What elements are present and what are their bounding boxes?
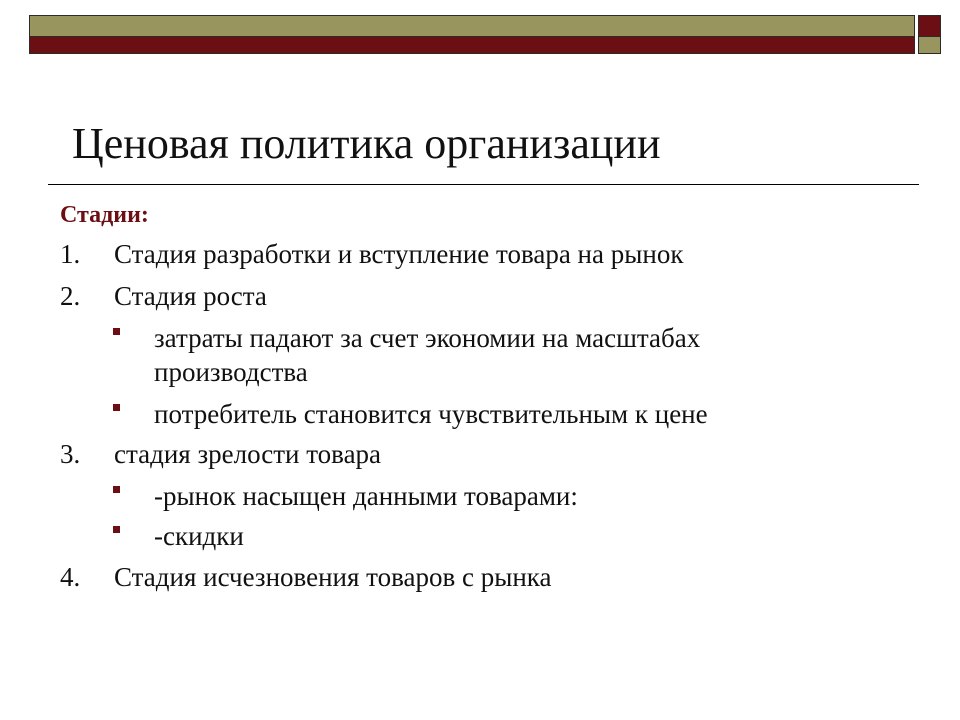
header-bar-maroon [29,37,915,54]
slide-title: Ценовая политика организации [72,119,661,168]
sub-list-item-text: -рынок насыщен данными товарами: [154,481,578,511]
list-item-text: стадия зрелости товара [114,439,382,469]
square-bullet-icon [113,486,120,493]
header-corner-maroon [918,15,941,37]
list-item-number: 2. [60,281,81,311]
list-item-number: 1. [60,239,81,269]
list-item-text: Стадия разработки и вступление товара на рынок [114,239,684,269]
list-item-number: 4. [60,562,81,592]
sub-list-item-text: производства [154,357,308,387]
list-item-number: 3. [60,439,81,469]
header-bar-olive [29,15,915,37]
square-bullet-icon [113,404,120,411]
title-divider [48,184,919,185]
section-label: Стадии: [60,202,149,228]
sub-list-item-text: затраты падают за счет экономии на масштабах [154,323,701,353]
square-bullet-icon [113,526,120,533]
sub-list-item-text: -скидки [154,521,244,551]
header-corner-olive [918,37,941,54]
square-bullet-icon [113,328,120,335]
list-item-text: Стадия исчезновения товаров с рынка [114,562,552,592]
sub-list-item-text: потребитель становится чувствительным к цене [154,399,708,429]
list-item-text: Стадия роста [114,281,267,311]
